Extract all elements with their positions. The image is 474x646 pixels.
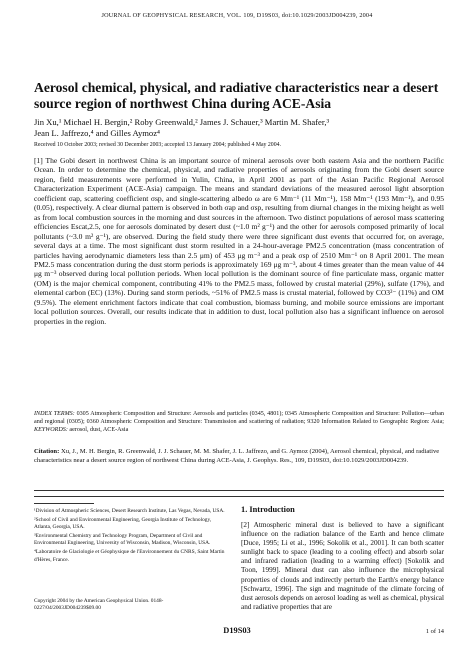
citation-label: Citation:	[34, 448, 60, 455]
divider-top	[34, 490, 444, 491]
footnote-item: ⁴Laboratoire de Glaciologie et Géophysique de l'Environnement du CNRS, Saint Martin d'Hères, France.	[34, 549, 225, 563]
footnote-rule	[34, 503, 94, 504]
section-heading-introduction: 1. Introduction	[241, 505, 295, 514]
page-number: 1 of 14	[425, 628, 444, 635]
paper-title: Aerosol chemical, physical, and radiative characteristics near a desert source region of northwest China during ACE-Asia	[34, 80, 439, 111]
index-terms-text: 0305 Atmospheric Composition and Structure: Aerosols and particles (0345, 4801); 0345 Atmospheric Composition and Structure: Pollution—urban and regional (0305); 0360 Atmospheric Composition and Structure: Transmission and scattering of radiation; 9320 Information Related to Geographic Region: Asia;	[34, 411, 444, 426]
affiliation-footnotes	[34, 508, 226, 566]
author-list	[34, 117, 444, 139]
index-terms	[34, 410, 444, 435]
footnote-item: ¹Division of Atmospheric Sciences, Desert Research Institute, Las Vegas, Nevada, USA.	[34, 508, 225, 514]
keywords-text: aerosol, dust, ACE-Asia	[69, 427, 129, 434]
citation-block	[34, 448, 444, 465]
index-terms-label: INDEX TERMS:	[34, 411, 75, 417]
introduction-text	[241, 521, 444, 612]
journal-header: JOURNAL OF GEOPHYSICAL RESEARCH, VOL. 109, D19S03, doi:10.1029/2003JD004239, 2004	[101, 12, 373, 19]
copyright-notice: Copyright 2004 by the American Geophysical Union. 0148-0227/04/2003JD004239$09.00	[34, 598, 164, 611]
citation-text: Xu, J., M. H. Bergin, R. Greenwald, J. J. Schauer, M. M. Shafer, J. L. Jaffrezo, and G. Aymoz (2004), Aerosol chemical, physical, and radiative characteristics near a desert source region of northwest China during ACE-Asia, J. Geophys. Res., 109, D19S03, doi:10.1029/2003JD004239.	[34, 448, 440, 464]
introduction-paragraph: [2] Atmospheric mineral dust is believed to have a significant influence on the radiation balance of the Earth and hence climate [Duce, 1995; Li et al., 1996; Sokolik et al., 2001]. It can both scatter sunlight back to space (leading to a cooling effect) and absorb solar and infrared radiation (leading to a warming effect) [Sokolik and Toon, 1999]. Mineral dust can also influence the microphysical properties of clouds and indirectly perturb the Earth's energy balance [Schwartz, 1996]. The sign and magnitude of the climate forcing of dust aerosols depends on aerosol loading as well as chemical, physical and radiative properties that are	[241, 521, 444, 611]
authors-line-2: Jean L. Jaffrezo,⁴ and Gilles Aymoz⁴	[34, 128, 161, 138]
article-id-footer: D19S03	[223, 626, 251, 635]
abstract	[34, 156, 444, 326]
authors-line-1: Jin Xu,¹ Michael H. Bergin,² Roby Greenwald,² James J. Schauer,³ Martin M. Shafer,³	[34, 117, 330, 127]
footnote-item: ²School of Civil and Environmental Engineering, Georgia Institute of Technology, Atlanta, Georgia, USA.	[34, 517, 212, 531]
received-dates: Received 10 October 2003; revised 30 December 2003; accepted 13 January 2004; published 4 May 2004.	[34, 142, 281, 148]
divider-bottom	[34, 496, 444, 497]
footnote-item: ³Environmental Chemistry and Technology Program, Department of Civil and Environmental Engineering, University of Wisconsin, Madison, Wisconsin, USA.	[34, 533, 211, 547]
abstract-paragraph: [1] The Gobi desert in northwest China is an important source of mineral aerosols over both eastern Asia and the northern Pacific Ocean. In order to determine the chemical, physical, and radiative properties of aerosols originating from the Gobi desert source region, field measurements were performed in Yulin, China, in April 2001 as part of the Asian Pacific Regional Aerosol Characterization Experiment (ACE-Asia) campaign. The means and standard deviations of the measured aerosol light absorption coefficient σap, scattering coefficient σsp, and single-scattering albedo ω are 6 Mm⁻¹ (11 Mm⁻¹), 158 Mm⁻¹ (193 Mm⁻¹), and 0.95 (0.05), respectively. A clear diurnal pattern is observed in both σap and σsp, resulting from diurnal changes in the mixing height as well as from local combustion sources in the morning and dust sources in the afternoon. Two distinct populations of aerosol mass scattering efficiencies Escat,2.5, one for aerosols dominated by desert dust (~1.0 m² g⁻¹) and the other for aerosols composed primarily of local pollutants (~3.0 m² g⁻¹), are observed. During the field study there were three significant dust events that occurred for, on average, several days at a time. The most significant dust storm resulted in a 24-hour-average PM2.5 concentration (mass concentration of particles having aerodynamic diameters less than 2.5 μm) of 453 μg m⁻³ and a peak σsp of 2510 Mm⁻¹ on 8 April 2001. The mean PM2.5 mass concentration during the dust storm periods is approximately 169 μg m⁻³, about 4 times greater than the mean value of 44 μg m⁻³ observed during local pollution periods. When local pollution is the dominant source of fine particulate mass, organic matter (OM) is the major chemical component, contributing 41% to the PM2.5 mass, followed by crustal material (29%), sulfate (17%), and elemental carbon (EC) (13%). During sand storm periods, ~51% of PM2.5 mass is crustal material, followed by CO3²⁻ (11%) and OM (9.5%). The element enrichment factors indicate that coal combustion, biomass burning, and mobile source emissions are important local pollution sources. Overall, our results indicate that in addition to dust, local pollution also has a significant influence on aerosol properties in the region.	[34, 156, 444, 326]
keywords-label: KEYWORDS:	[34, 427, 68, 434]
